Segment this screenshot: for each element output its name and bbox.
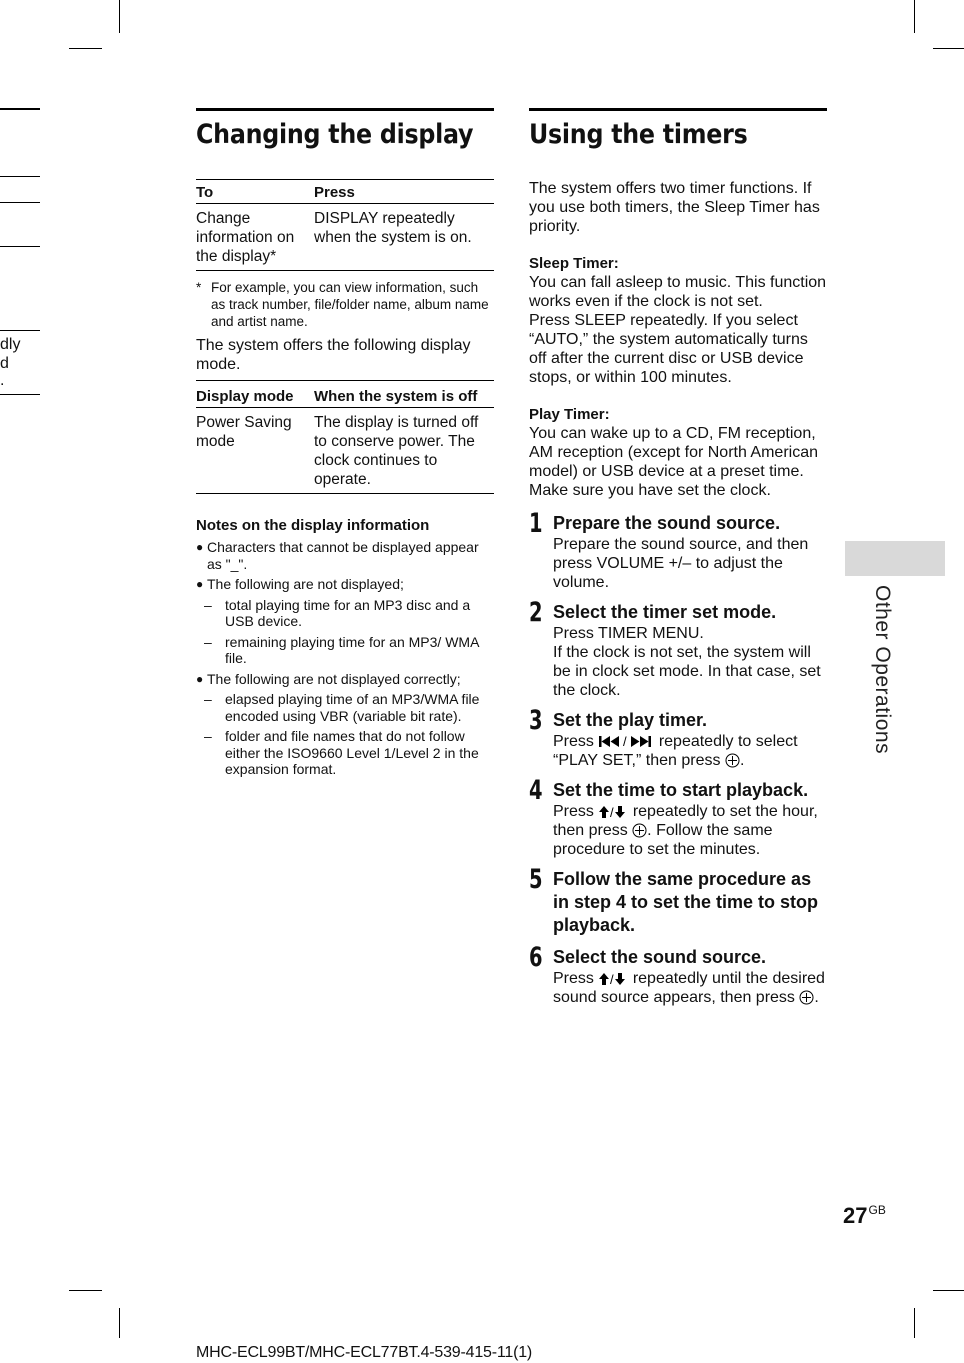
step-text: . [739, 752, 745, 769]
crop-mark [69, 1290, 102, 1291]
step [529, 942, 827, 1007]
step-title: Select the sound source. [553, 947, 767, 967]
sleep-timer-title: Sleep Timer: [529, 255, 619, 272]
bullet-icon: ● [196, 577, 204, 591]
dash-icon: – [204, 691, 212, 707]
step-description [553, 732, 827, 770]
page-number-suffix: GB [868, 1203, 886, 1217]
table-cell: The display is turned off to conserve power. The clock continues to operate. [314, 414, 479, 488]
crop-mark [119, 0, 120, 33]
paragraph: Press SLEEP repeatedly. If you select “AUTO,” the system automatically turns off after the current disc or USB device stops, or within 100 minutes. [529, 312, 808, 386]
section-heading: Using the timers [529, 119, 748, 150]
sub-list-item [196, 634, 494, 667]
heading-rule [529, 108, 827, 111]
step-text: . [814, 989, 819, 1006]
step-title: Set the time to start playback. [553, 780, 809, 800]
step [529, 864, 827, 937]
step-number: 6 [529, 942, 543, 973]
step-number: 1 [529, 508, 543, 539]
sub-list-item-text: folder and file names that do not follow either the ISO9660 Level 1/Level 2 in the expansion format. [225, 728, 479, 777]
right-column [529, 108, 827, 1007]
heading-rule [196, 108, 494, 111]
crop-mark [69, 48, 102, 49]
step [529, 597, 827, 700]
edge-rule [0, 176, 40, 177]
step-title: Set the play timer. [553, 710, 708, 730]
crop-mark [119, 1308, 120, 1338]
column-header: Display mode [196, 388, 294, 405]
sub-list-item-text: remaining playing time for an MP3/ WMA file. [225, 633, 479, 666]
column-header: When the system is off [314, 388, 478, 405]
sub-list-item [196, 728, 494, 778]
page-number-value: 27 [843, 1203, 868, 1228]
step-text: Press [553, 970, 594, 987]
column-header: To [196, 184, 214, 201]
edge-rule [0, 246, 40, 247]
notes-section [196, 516, 494, 778]
model-code: MHC-ECL99BT/MHC-ECL77BT.4-539-415-11(1) [196, 1344, 533, 1361]
previous-next-icon [598, 735, 654, 748]
list-item-text: Characters that cannot be displayed appear as "_". [207, 539, 479, 572]
step [529, 775, 827, 859]
list-item [196, 671, 494, 688]
bullet-icon: ● [196, 540, 204, 554]
table-row [196, 408, 494, 494]
display-mode-table [196, 380, 494, 494]
edge-rule [0, 108, 40, 110]
notes-title: Notes on the display information [196, 517, 430, 534]
step-number: 4 [529, 775, 543, 806]
up-down-arrow-icon [598, 972, 628, 986]
sub-list-item [196, 691, 494, 724]
dash-icon: – [204, 633, 212, 650]
list-item-text: The following are not displayed correctly; [207, 670, 461, 687]
paragraph: Make sure you have set the clock. [529, 482, 771, 499]
dash-icon: – [204, 728, 212, 744]
sub-list-item-text: elapsed playing time of an MP3/WMA file encoded using VBR (variable bit rate). [225, 691, 480, 724]
left-column [196, 108, 494, 778]
page-number [843, 1203, 886, 1229]
step-number: 2 [529, 597, 543, 628]
paragraph: You can fall asleep to music. This function works even if the clock is not set. [529, 274, 827, 310]
paragraph: The system offers two timer functions. If you use both timers, the Sleep Timer has priority. [529, 180, 820, 235]
list-item-text: The following are not displayed; [207, 576, 404, 592]
crop-mark [933, 1290, 964, 1291]
step [529, 508, 827, 592]
step-title: Select the timer set mode. [553, 602, 777, 622]
svg-text:/: / [610, 971, 614, 986]
paragraph: The system offers the following display mode. [196, 337, 471, 373]
edge-text-fragment: . [0, 372, 5, 389]
play-timer-title: Play Timer: [529, 406, 610, 423]
step-title: Prepare the sound source. [553, 513, 781, 533]
section-heading: Changing the display [196, 119, 474, 150]
step [529, 705, 827, 770]
list-item [196, 539, 494, 572]
bullet-icon: ● [196, 671, 204, 686]
crop-mark [914, 1308, 915, 1338]
side-section-label: Other Operations [871, 585, 894, 755]
svg-text:/: / [623, 735, 627, 749]
edge-rule [0, 202, 40, 203]
table-row [196, 204, 494, 271]
up-down-arrow-icon [598, 805, 628, 819]
step-description [553, 802, 827, 859]
display-table [196, 179, 494, 271]
footnote-mark: * [196, 280, 202, 295]
crop-mark [914, 0, 915, 33]
paragraph: You can wake up to a CD, FM reception, AM reception (except for North American model) or USB device at a preset time. [529, 425, 819, 480]
enter-button-icon [725, 753, 740, 768]
step-text: repeatedly to set the hour, then press [553, 803, 818, 839]
step-number: 3 [529, 705, 543, 736]
edge-rule [0, 394, 40, 395]
crop-mark [933, 48, 964, 49]
step-description: Press TIMER MENU. [553, 625, 704, 642]
edge-rule [0, 330, 40, 331]
step-number: 5 [529, 864, 543, 895]
footnote [196, 279, 494, 330]
edge-text-fragment: dly [0, 336, 21, 353]
step-description: Prepare the sound source, and then press VOLUME +/– to adjust the volume. [553, 536, 809, 591]
side-tab [845, 541, 945, 576]
list-item [196, 576, 494, 593]
table-header-row [196, 381, 494, 408]
edge-text-fragment: d [0, 355, 9, 372]
step-text: Press [553, 803, 594, 820]
step-text: repeatedly until the desired sound source appears, then press [553, 970, 825, 1006]
table-cell: DISPLAY repeatedly when the system is on. [314, 210, 472, 246]
table-cell: Power Saving mode [196, 414, 292, 450]
step-description [553, 969, 827, 1007]
column-header: Press [314, 184, 355, 201]
enter-button-icon [799, 990, 814, 1005]
svg-text:/: / [610, 804, 614, 819]
sub-list-item-text: total playing time for an MP3 disc and a USB device. [225, 596, 471, 629]
dash-icon: – [204, 596, 212, 613]
enter-button-icon [632, 823, 647, 838]
step-description: If the clock is not set, the system will be in clock set mode. In that case, set the clock. [553, 644, 821, 699]
step-text: repeatedly to select “PLAY SET,” then press [553, 733, 798, 769]
step-title: Follow the same procedure as in step 4 to set the time to stop playback. [553, 869, 819, 935]
footnote-text: For example, you can view information, such as track number, file/folder name, album name and artist name. [211, 280, 489, 329]
table-cell: Change information on the display* [196, 210, 295, 265]
sub-list-item [196, 597, 494, 630]
step-text: Press [553, 733, 594, 750]
table-header-row [196, 180, 494, 204]
step-text: . Follow the same procedure to set the minutes. [553, 822, 773, 858]
